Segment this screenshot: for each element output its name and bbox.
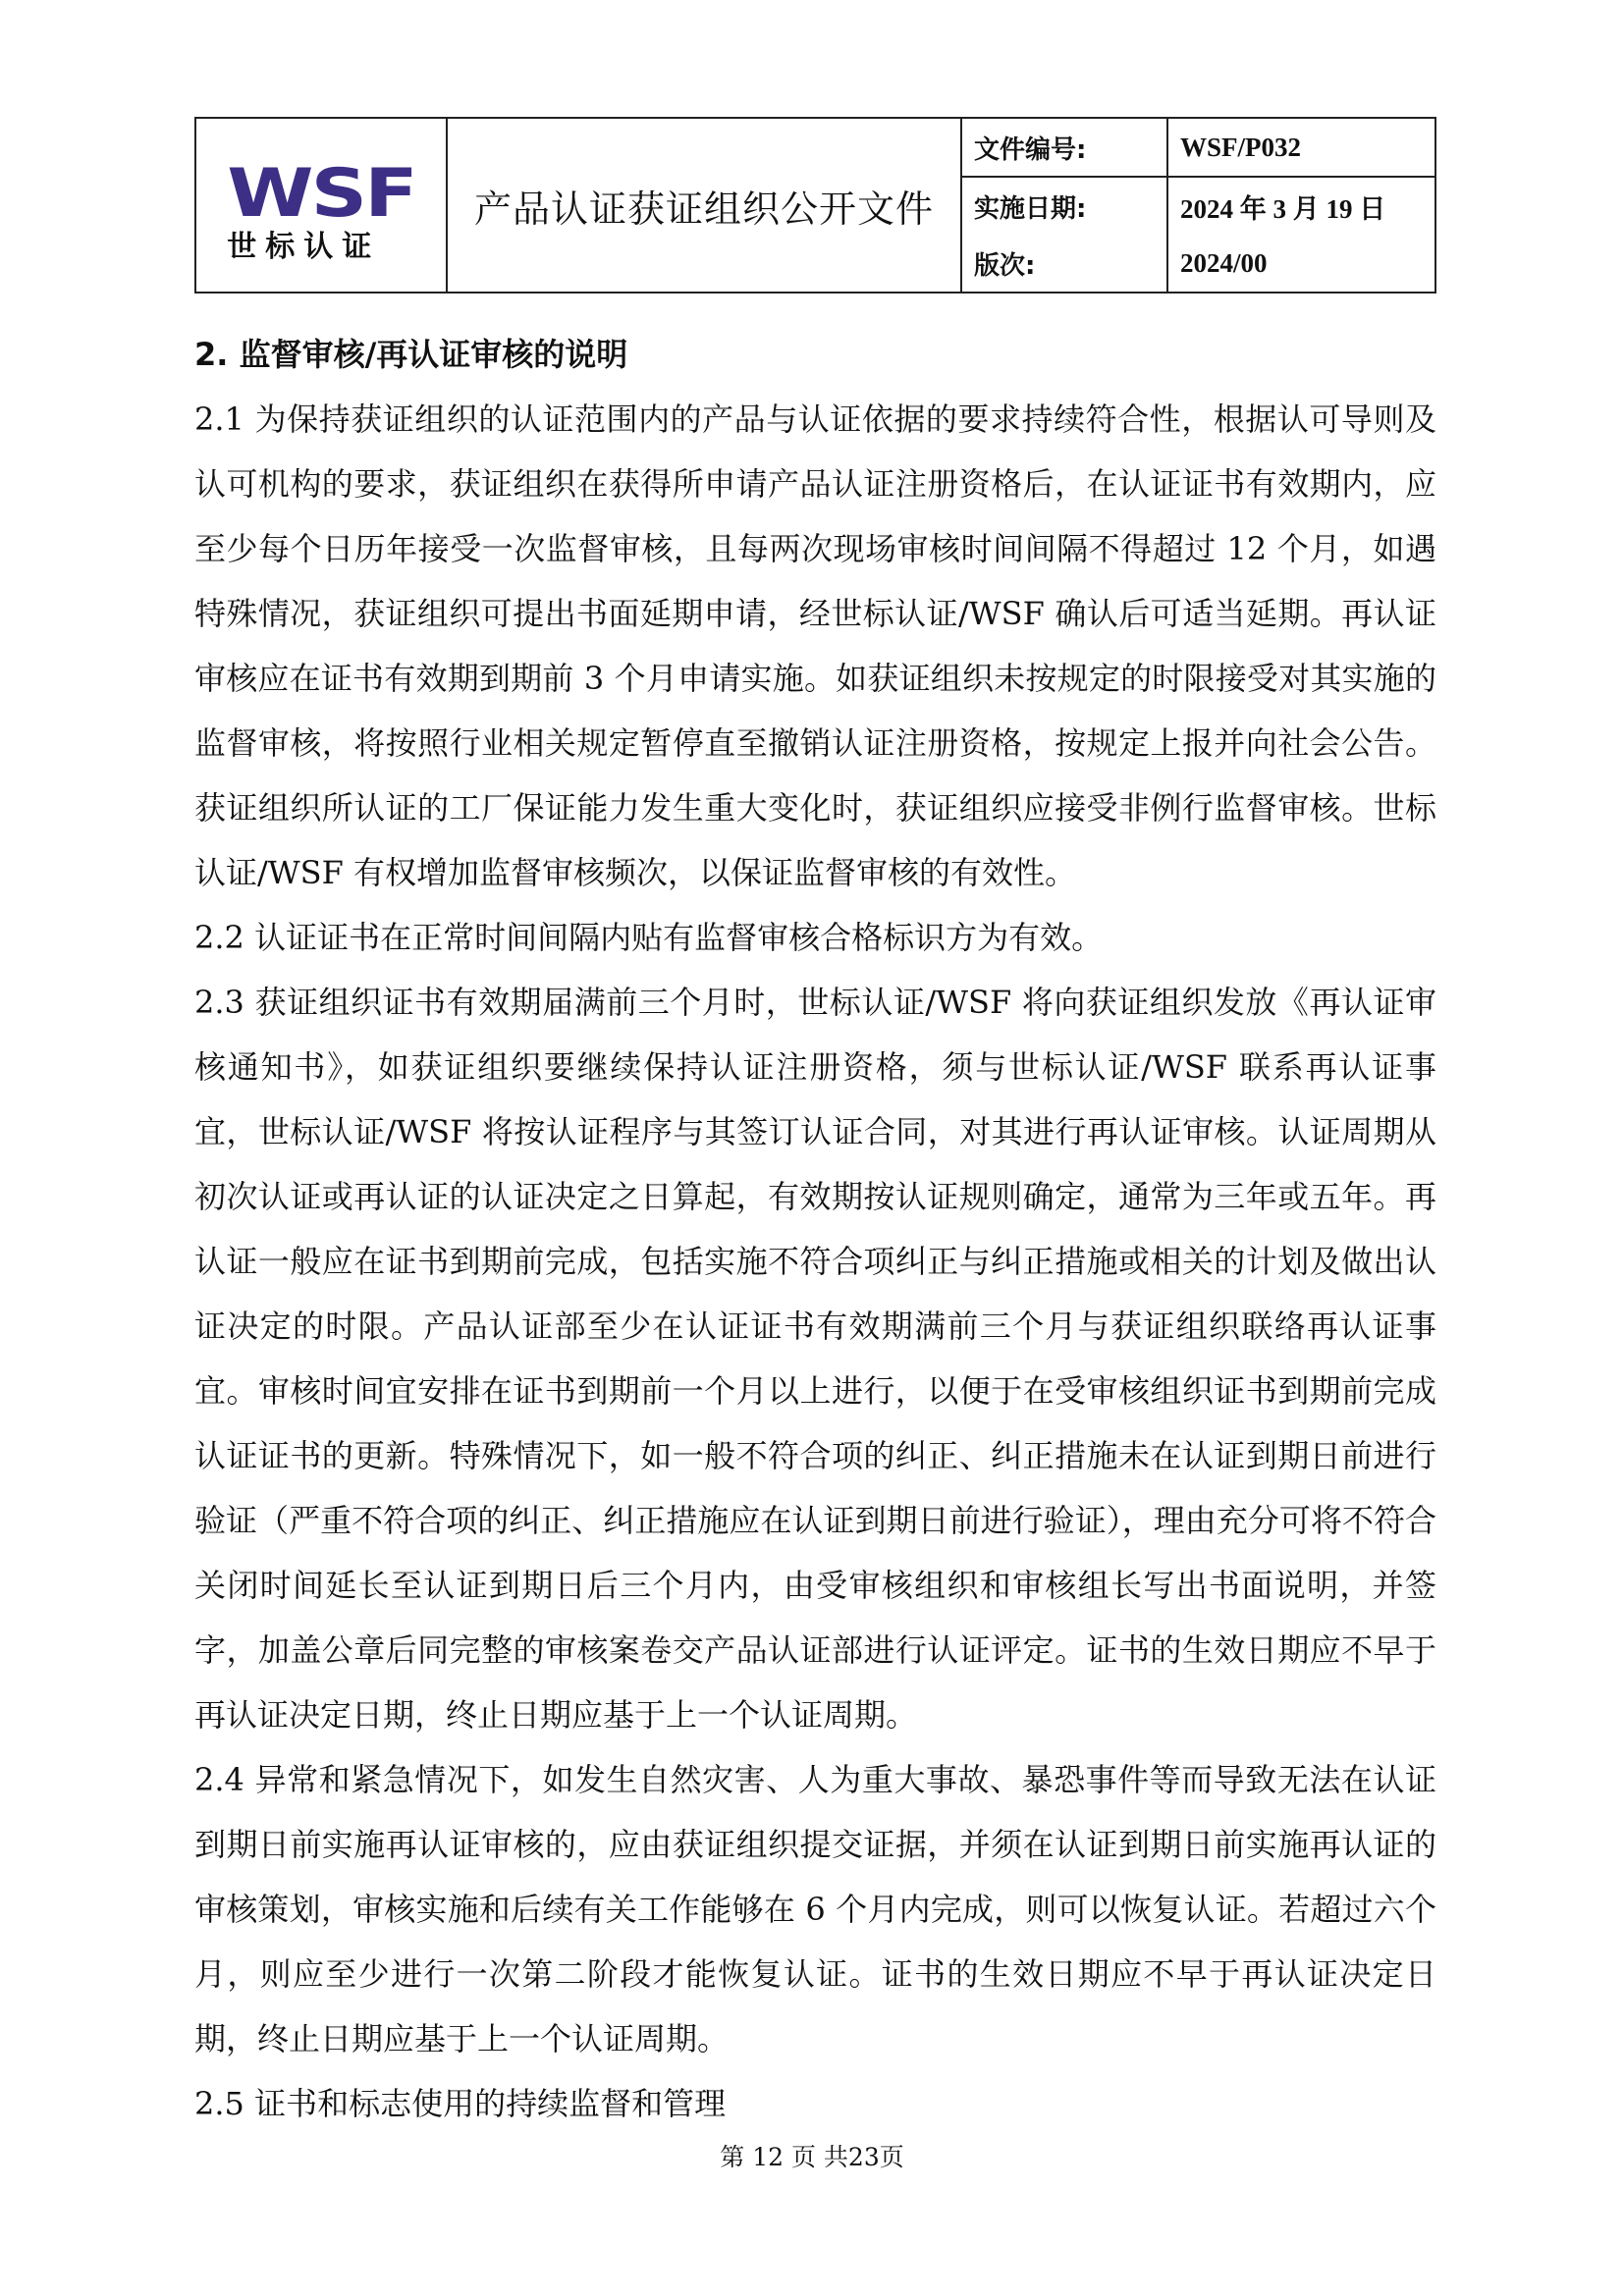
version-label: 版次: — [961, 235, 1167, 293]
wsf-logo — [227, 148, 415, 262]
version-value: 2024/00 — [1167, 235, 1435, 293]
logo-cell — [195, 118, 447, 293]
document-title: 产品认证获证组织公开文件 — [447, 118, 961, 293]
effective-date-value: 2024 年 3 月 19 日 — [1167, 177, 1435, 235]
doc-number-label: 文件编号: — [961, 118, 1167, 177]
paragraph-2-4: 2.4 异常和紧急情况下，如发生自然灾害、人为重大事故、暴恐事件等而导致无法在认证到期日前实施再认证审核的，应由获证组织提交证据，并须在认证到期日前实施再认证的审核策划，审核实施和后续有关工作能够在 6 个月内完成，则可以恢复认证。若超过六个月，则应至少进行一次第二阶段才能恢复认证。证书的生效日期应不早于再认证决定日期，终止日期应基于上一个认证周期。 — [194, 1761, 1436, 2057]
document-header-table — [194, 117, 1436, 294]
paragraph-2-3: 2.3 获证组织证书有效期届满前三个月时，世标认证/WSF 将向获证组织发放《再认证审核通知书》，如获证组织要继续保持认证注册资格，须与世标认证/WSF 联系再认证事宜，世标认证/WSF 将按认证程序与其签订认证合同，对其进行再认证审核。认证周期从初次认证或再认证的认证决定之日算起，有效期按认证规则确定，通常为三年或五年。再认证一般应在证书到期前完成，包括实施不符合项纠正与纠正措施或相关的计划及做出认证决定的时限。产品认证部至少在认证证书有效期满前三个月与获证组织联络再认证事宜。审核时间宜安排在证书到期前一个月以上进行，以便于在受审核组织证书到期前完成认证证书的更新。特殊情况下，如一般不符合项的纠正、纠正措施未在认证到期日前进行验证（严重不符合项的纠正、纠正措施应在认证到期日前进行验证），理由充分可将不符合关闭时间延长至认证到期日后三个月内，由受审核组织和审核组长写出书面说明，并签字，加盖公章后同完整的审核案卷交产品认证部进行认证评定。证书的生效日期应不早于再认证决定日期，终止日期应基于上一个认证周期。 — [194, 984, 1436, 1734]
effective-date-label: 实施日期: — [961, 177, 1167, 235]
section-heading: 2. 监督审核/再认证审核的说明 — [194, 336, 628, 373]
logo-letters: WSF — [227, 154, 415, 233]
paragraph-2-1: 2.1 为保持获证组织的认证范围内的产品与认证依据的要求持续符合性，根据认可导则及认可机构的要求，获证组织在获得所申请产品认证注册资格后，在认证证书有效期内，应至少每个日历年接受一次监督审核，且每两次现场审核时间间隔不得超过 12 个月，如遇特殊情况，获证组织可提出书面延期申请，经世标认证/WSF 确认后可适当延期。再认证审核应在证书有效期到期前 3 个月申请实施。如获证组织未按规定的时限接受对其实施的监督审核，将按照行业相关规定暂停直至撤销认证注册资格，按规定上报并向社会公告。获证组织所认证的工厂保证能力发生重大变化时，获证组织应接受非例行监督审核。世标认证/WSF 有权增加监督审核频次，以保证监督审核的有效性。 — [194, 400, 1436, 891]
doc-number-value: WSF/P032 — [1167, 118, 1435, 177]
document-body — [194, 322, 1436, 2136]
paragraph-2-5: 2.5 证书和标志使用的持续监督和管理 — [194, 2085, 727, 2122]
paragraph-2-2: 2.2 认证证书在正常时间间隔内贴有监督审核合格标识方为有效。 — [194, 919, 1104, 956]
logo-chinese-text: 世标认证 — [227, 230, 381, 264]
page-number-footer: 第 12 页 共23页 — [720, 2143, 904, 2171]
